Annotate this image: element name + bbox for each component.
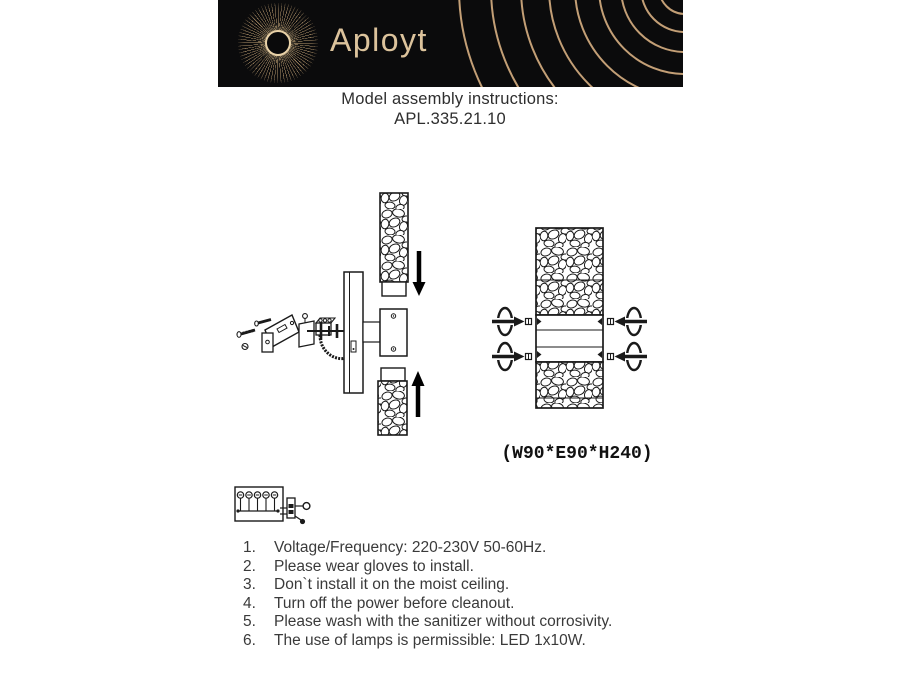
page-title: Model assembly instructions: [341,90,559,108]
instruction-item [243,613,612,632]
exploded-assembly-diagram [225,183,455,438]
item-number: 1. [243,539,256,556]
up-arrow-icon [412,371,425,417]
item-text: Please wear gloves to install. [274,557,474,575]
lamp-center-body [363,309,407,356]
ray-arcs [448,0,683,87]
terminal-strip [235,487,283,521]
instruction-item [243,576,612,595]
instruction-item [243,632,612,651]
rotate-screw-icon [615,308,648,335]
item-number: 2. [243,557,256,575]
item-text: Please wash with the sanitizer without corrosivity. [274,613,613,631]
assembled-lamp [536,228,603,408]
rotate-screw-icon [492,343,525,370]
rotate-screw-icon [492,308,525,335]
instruction-list [243,539,612,651]
assembled-lamp-diagram [488,195,683,440]
sunburst-core [265,30,291,56]
title-block [0,90,900,129]
brand-banner [218,0,683,87]
instruction-item [243,539,612,558]
top-shade [380,193,408,296]
instruction-item [243,558,612,577]
instruction-item [243,595,612,614]
item-number: 6. [243,631,256,649]
banner-rays-decoration [448,0,683,87]
connector-component [280,498,310,524]
wiring-terminal-diagram [222,478,327,533]
item-number: 4. [243,594,256,612]
terminal-block [316,318,335,335]
item-text: The use of lamps is permissible: LED 1x10W. [274,631,586,649]
back-plate [344,272,363,393]
rotate-screw-icon [615,343,648,370]
item-number: 3. [243,576,256,594]
item-text: Voltage/Frequency: 220-230V 50-60Hz. [274,539,547,556]
dimensions-label: (W90*E90*H240) [501,444,653,464]
item-text: Turn off the power before cleanout. [274,594,515,612]
item-number: 5. [243,613,256,631]
item-text: Don`t install it on the moist ceiling. [274,576,510,594]
model-number: APL.335.21.10 [394,110,506,128]
brand-name: Aployt [330,22,428,58]
down-arrow-icon [413,251,426,296]
bottom-shade [378,368,407,435]
